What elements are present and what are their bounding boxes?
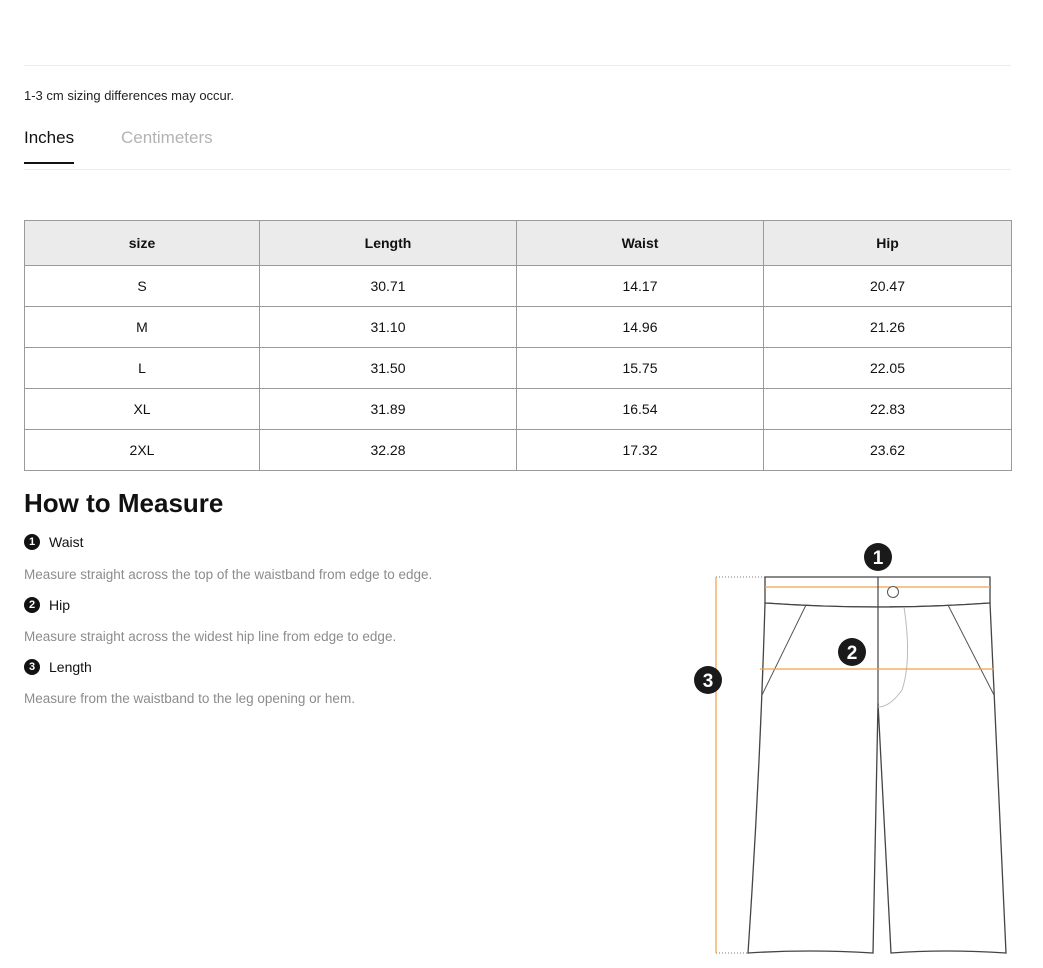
header-hip: Hip xyxy=(764,221,1012,266)
measure-label: Waist xyxy=(49,534,84,550)
size-chart-table xyxy=(24,220,1012,471)
table-header-row xyxy=(25,221,1012,266)
measure-label: Length xyxy=(49,659,92,675)
table-row xyxy=(25,348,1012,389)
tab-centimeters[interactable]: Centimeters xyxy=(121,128,213,147)
table-row xyxy=(25,266,1012,307)
cell-hip: 20.47 xyxy=(764,266,1012,307)
measure-hip-title xyxy=(24,597,70,613)
cell-hip: 22.83 xyxy=(764,389,1012,430)
cell-length: 32.28 xyxy=(260,430,517,471)
marker-3-label: 3 xyxy=(702,671,714,692)
cell-size: S xyxy=(25,266,260,307)
sizing-note: 1-3 cm sizing differences may occur. xyxy=(24,88,235,103)
measure-waist-title xyxy=(24,534,83,550)
measure-hip-description: Measure straight across the widest hip line from edge to edge. xyxy=(24,629,397,644)
number-1-icon: 1 xyxy=(24,534,40,550)
cell-hip: 22.05 xyxy=(764,348,1012,389)
unit-tabs xyxy=(24,126,1011,170)
header-waist: Waist xyxy=(517,221,764,266)
cell-length: 30.71 xyxy=(260,266,517,307)
cell-hip: 23.62 xyxy=(764,430,1012,471)
cell-length: 31.10 xyxy=(260,307,517,348)
header-length: Length xyxy=(260,221,517,266)
cell-waist: 17.32 xyxy=(517,430,764,471)
cell-size: L xyxy=(25,348,260,389)
tab-inches[interactable]: Inches xyxy=(24,128,74,164)
cell-length: 31.89 xyxy=(260,389,517,430)
cell-size: XL xyxy=(25,389,260,430)
cell-size: M xyxy=(25,307,260,348)
measure-waist-description: Measure straight across the top of the waistband from edge to edge. xyxy=(24,567,433,582)
cell-waist: 14.96 xyxy=(517,307,764,348)
table-row xyxy=(25,430,1012,471)
marker-1-label: 1 xyxy=(872,548,884,569)
top-divider xyxy=(24,65,1011,66)
cell-waist: 15.75 xyxy=(517,348,764,389)
measure-length-title xyxy=(24,659,92,675)
number-2-icon: 2 xyxy=(24,597,40,613)
cell-size: 2XL xyxy=(25,430,260,471)
cell-waist: 16.54 xyxy=(517,389,764,430)
button-icon xyxy=(888,587,899,598)
marker-2-label: 2 xyxy=(846,643,858,664)
table-row xyxy=(25,307,1012,348)
shorts-diagram xyxy=(690,535,1020,965)
measure-label: Hip xyxy=(49,597,71,613)
measure-length-description: Measure from the waistband to the leg opening or hem. xyxy=(24,691,355,706)
header-size: size xyxy=(25,221,260,266)
number-3-icon: 3 xyxy=(24,659,40,675)
table-row xyxy=(25,389,1012,430)
cell-length: 31.50 xyxy=(260,348,517,389)
cell-waist: 14.17 xyxy=(517,266,764,307)
shorts-outline xyxy=(748,603,1006,953)
how-to-measure-title: How to Measure xyxy=(24,488,224,518)
cell-hip: 21.26 xyxy=(764,307,1012,348)
